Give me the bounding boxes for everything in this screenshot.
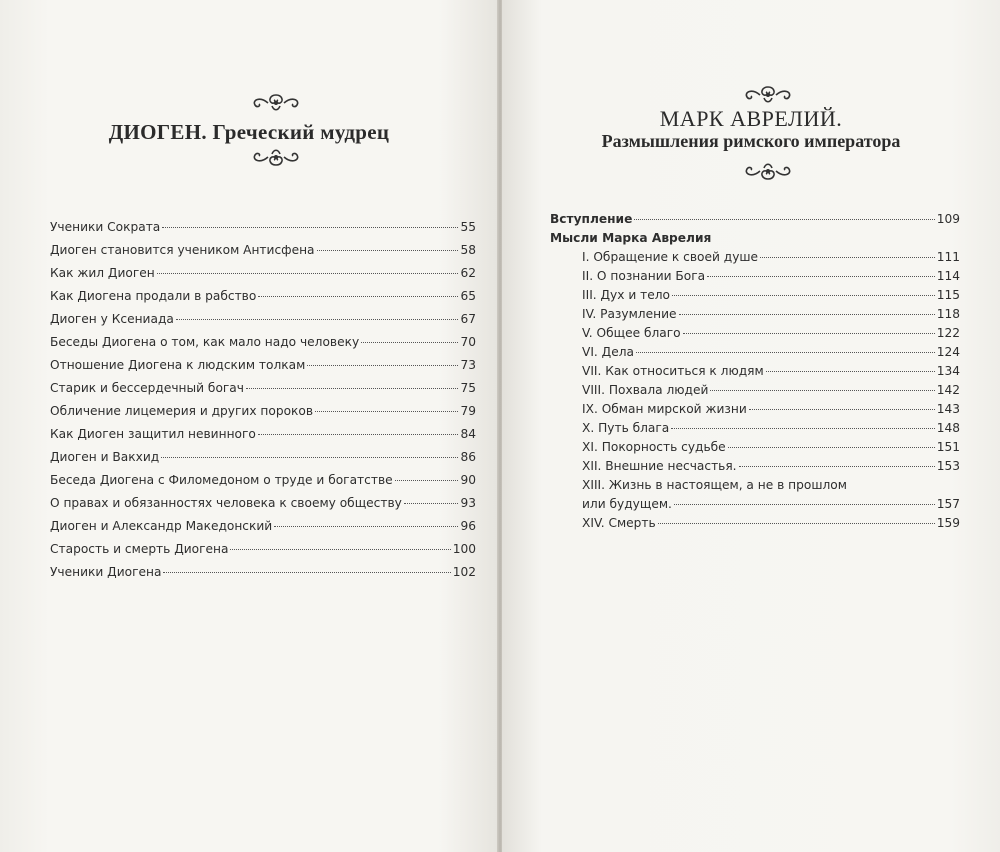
dot-leader	[157, 272, 459, 274]
toc-entry-title: XI. Покорность судьбе	[582, 440, 726, 454]
toc-entry[interactable]	[50, 335, 476, 358]
dot-leader	[710, 389, 934, 391]
dot-leader	[317, 249, 459, 251]
toc-entry-page: 102	[452, 565, 476, 579]
toc-entry-title: XII. Внешние несчастья.	[582, 459, 737, 473]
toc-entry-title: I. Обращение к своей душе	[582, 250, 759, 264]
toc-entry-page: 148	[936, 421, 960, 435]
toc-entry-page: 65	[460, 289, 476, 303]
dot-leader	[674, 503, 935, 505]
dot-leader	[707, 275, 935, 277]
toc-entry-page: 93	[460, 496, 476, 510]
dot-leader	[671, 427, 934, 429]
dot-leader	[404, 502, 459, 504]
toc-entry-page: 159	[936, 516, 960, 530]
toc-entry-page: 73	[460, 358, 476, 372]
toc-entry-page: 58	[460, 243, 476, 257]
toc-entry-page: 75	[460, 381, 476, 395]
toc-entry-page: 115	[936, 288, 960, 302]
toc-entry-title: Диоген становится учеником Антисфена	[50, 243, 315, 257]
toc-entry[interactable]	[50, 427, 476, 450]
dot-leader	[162, 226, 458, 228]
fleuron-ornament-icon	[738, 160, 798, 182]
toc-entry[interactable]	[550, 402, 960, 421]
toc-entry[interactable]	[50, 404, 476, 427]
right-page	[502, 0, 1000, 852]
toc-entry-title: Как жил Диоген	[50, 266, 155, 280]
toc-entry[interactable]	[50, 542, 476, 565]
table-of-contents	[550, 212, 960, 535]
toc-entry-page: 151	[936, 440, 960, 454]
toc-entry-page: 67	[460, 312, 476, 326]
toc-entry-title: Беседа Диогена с Филомедоном о труде и богатстве	[50, 473, 393, 487]
toc-entry-title: О правах и обязанностях человека к своему обществу	[50, 496, 402, 510]
toc-entry-title: Диоген и Вакхид	[50, 450, 160, 464]
page-subtitle: Размышления римского императора	[601, 131, 901, 151]
toc-entry-page: 109	[936, 212, 960, 226]
dot-leader	[163, 571, 450, 573]
page-title: ДИОГЕН. Греческий мудрец	[108, 120, 390, 144]
toc-entry[interactable]	[50, 358, 476, 381]
dot-leader	[728, 446, 935, 448]
dot-leader	[230, 548, 450, 550]
toc-entry[interactable]	[50, 381, 476, 404]
dot-leader	[176, 318, 459, 320]
toc-entry[interactable]	[550, 459, 960, 478]
toc-entry-title: X. Путь блага	[582, 421, 670, 435]
left-page	[0, 0, 498, 852]
toc-entry-title: Диоген у Ксениада	[50, 312, 174, 326]
dot-leader	[258, 295, 458, 297]
toc-entry-page: 143	[936, 402, 960, 416]
dot-leader	[161, 456, 458, 458]
toc-entry-page: 157	[936, 497, 960, 511]
page-title: МАРК АВРЕЛИЙ.	[659, 106, 843, 131]
toc-entry-title: Как Диогена продали в рабство	[50, 289, 257, 303]
toc-entry[interactable]	[550, 516, 960, 535]
fleuron-ornament-icon	[738, 84, 798, 106]
fleuron-ornament-icon	[246, 92, 306, 114]
toc-entry[interactable]	[550, 497, 960, 516]
toc-entry[interactable]	[550, 440, 960, 459]
toc-entry[interactable]	[550, 250, 960, 269]
toc-entry-page: 96	[460, 519, 476, 533]
dot-leader	[395, 479, 459, 481]
toc-entry[interactable]	[50, 289, 476, 312]
toc-entry-page: 124	[936, 345, 960, 359]
toc-entry-title: III. Дух и тело	[582, 288, 670, 302]
toc-entry[interactable]	[550, 269, 960, 288]
toc-entry[interactable]	[50, 496, 476, 519]
toc-entry[interactable]	[50, 473, 476, 496]
toc-entry-title: Старость и смерть Диогена	[50, 542, 229, 556]
dot-leader	[766, 370, 935, 372]
toc-entry[interactable]	[50, 312, 476, 335]
toc-entry-page: 90	[460, 473, 476, 487]
dot-leader	[246, 387, 459, 389]
toc-entry-title: VI. Дела	[582, 345, 634, 359]
toc-entry-title: Ученики Сократа	[50, 220, 161, 234]
toc-section-heading	[550, 231, 960, 250]
toc-entry[interactable]	[50, 519, 476, 542]
toc-entry[interactable]	[550, 307, 960, 326]
table-of-contents	[50, 220, 476, 588]
toc-entry-title: IX. Обман мирской жизни	[582, 402, 747, 416]
toc-entry-title: XIV. Смерть	[582, 516, 656, 530]
toc-entry-title: Отношение Диогена к людским толкам	[50, 358, 306, 372]
dot-leader	[658, 522, 935, 524]
dot-leader	[361, 341, 458, 343]
dot-leader	[258, 433, 459, 435]
toc-entry[interactable]	[550, 326, 960, 345]
dot-leader	[683, 332, 935, 334]
toc-entry-title: Как Диоген защитил невинного	[50, 427, 256, 441]
dot-leader	[760, 256, 935, 258]
toc-entry[interactable]	[550, 383, 960, 402]
dot-leader	[739, 465, 935, 467]
toc-entry-title: Беседы Диогена о том, как мало надо человеку	[50, 335, 360, 349]
dot-leader	[634, 218, 934, 220]
toc-entry[interactable]	[550, 478, 960, 497]
toc-entry-page: 100	[452, 542, 476, 556]
toc-entry-title: Вступление	[550, 212, 633, 226]
dot-leader	[307, 364, 458, 366]
toc-entry[interactable]	[50, 450, 476, 473]
toc-entry-page: 86	[460, 450, 476, 464]
toc-entry-page: 114	[936, 269, 960, 283]
toc-entry[interactable]	[550, 345, 960, 364]
toc-entry-page: 111	[936, 250, 960, 264]
toc-entry-page: 79	[460, 404, 476, 418]
dot-leader	[672, 294, 935, 296]
toc-entry-intro[interactable]	[550, 212, 960, 231]
toc-entry[interactable]	[550, 364, 960, 383]
toc-entry[interactable]	[50, 243, 476, 266]
toc-entry-title: Обличение лицемерия и других пороков	[50, 404, 314, 418]
dot-leader	[636, 351, 935, 353]
toc-entry[interactable]	[550, 288, 960, 307]
toc-entry[interactable]	[50, 220, 476, 243]
dot-leader	[679, 313, 935, 315]
dot-leader	[274, 525, 458, 527]
toc-entry-title: VII. Как относиться к людям	[582, 364, 764, 378]
toc-entry[interactable]	[50, 266, 476, 289]
toc-entry-page: 62	[460, 266, 476, 280]
toc-entry-title: VIII. Похвала людей	[582, 383, 709, 397]
toc-entry-page: 122	[936, 326, 960, 340]
toc-entry-title: XIII. Жизнь в настоящем, а не в прошлом	[582, 478, 847, 492]
toc-entry-title: Старик и бессердечный богач	[50, 381, 244, 395]
toc-entry-page: 153	[936, 459, 960, 473]
toc-entry-page: 142	[936, 383, 960, 397]
toc-entry-page: 118	[936, 307, 960, 321]
fleuron-ornament-icon	[246, 146, 306, 168]
dot-leader	[749, 408, 935, 410]
toc-section-title: Мысли Марка Аврелия	[550, 231, 712, 245]
toc-entry-title: или будущем.	[582, 497, 672, 511]
toc-entry-title: II. О познании Бога	[582, 269, 706, 283]
dot-leader	[315, 410, 458, 412]
toc-entry-title: Диоген и Александр Македонский	[50, 519, 273, 533]
toc-entry-title: V. Общее благо	[582, 326, 681, 340]
toc-entry-page: 84	[460, 427, 476, 441]
toc-entry-title: Ученики Диогена	[50, 565, 162, 579]
toc-entry[interactable]	[50, 565, 476, 588]
toc-entry-page: 70	[460, 335, 476, 349]
toc-entry-page: 55	[460, 220, 476, 234]
toc-entry-title: IV. Разумление	[582, 307, 677, 321]
toc-entry[interactable]	[550, 421, 960, 440]
toc-entry-page: 134	[936, 364, 960, 378]
